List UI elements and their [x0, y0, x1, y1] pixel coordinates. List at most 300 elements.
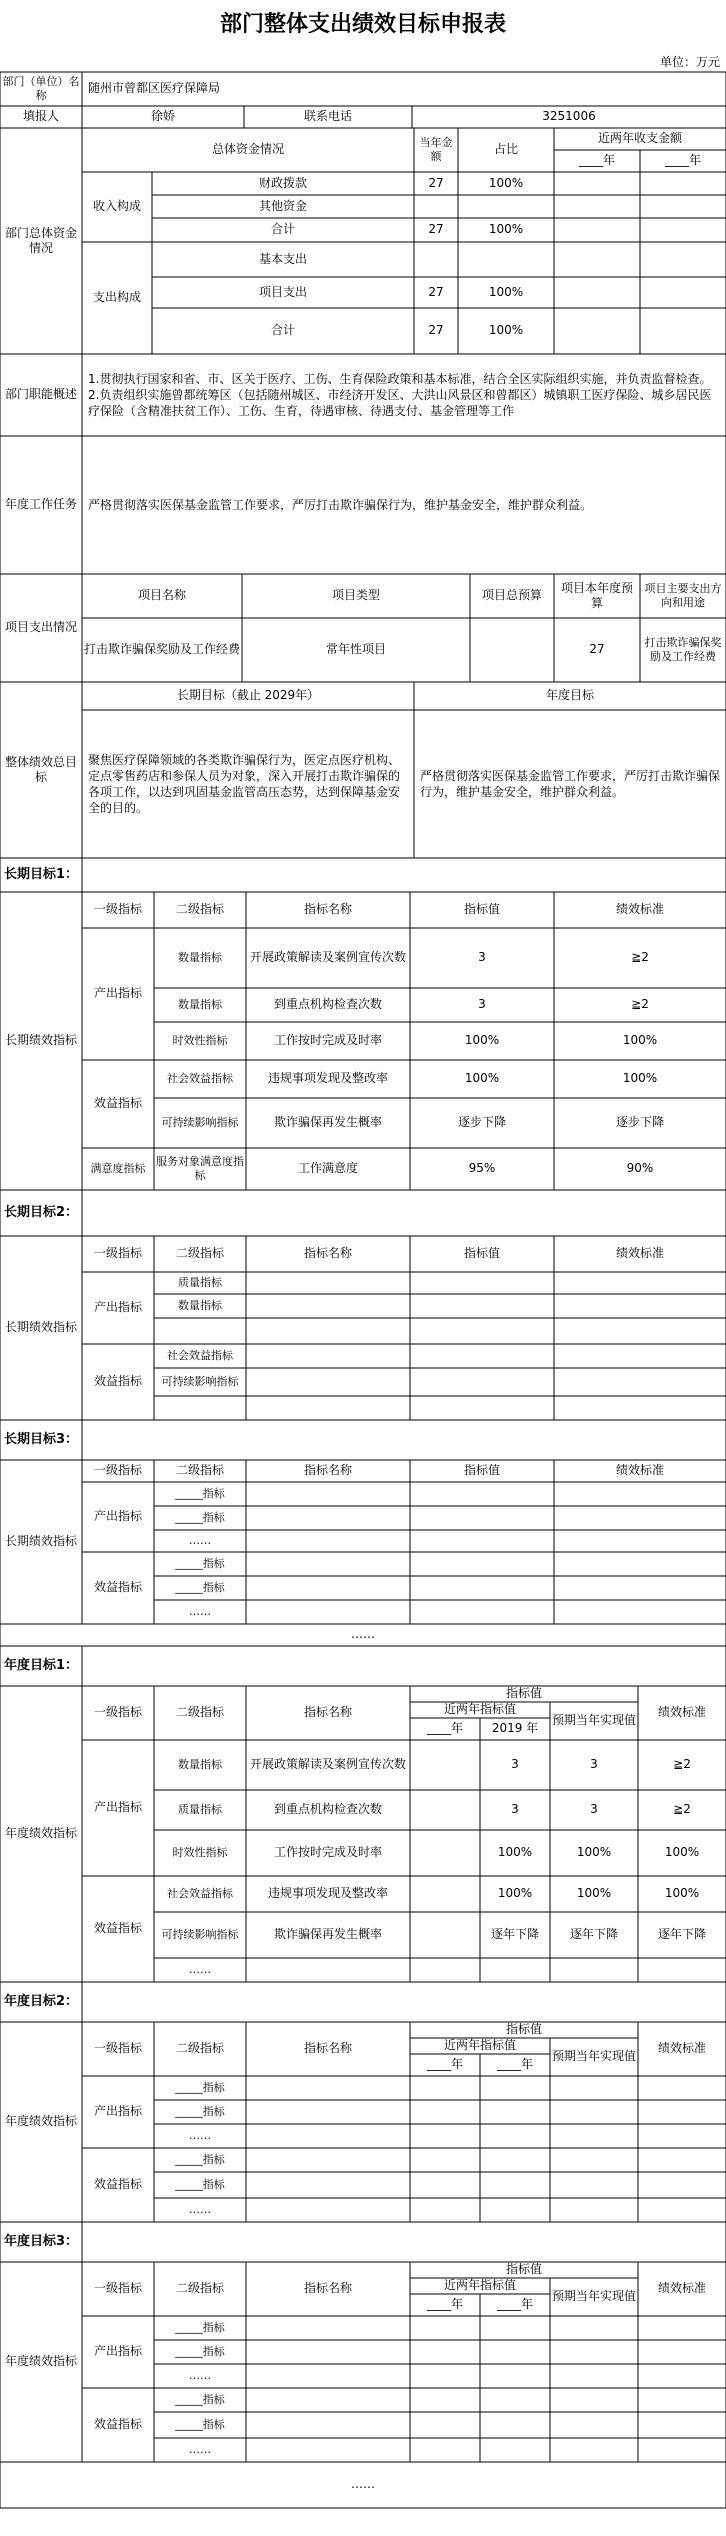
ytg3-row-y2: [480, 2412, 550, 2438]
project-budget-value: [470, 618, 554, 682]
ytg1-row-y2: 100%: [497, 1845, 533, 1860]
share-header: 占比: [493, 142, 518, 157]
ytg1-row-l2: 质量指标: [178, 1802, 222, 1816]
prev-year2-header: ____年: [664, 153, 701, 168]
ytg1-title-spacer: [82, 1646, 726, 1686]
ytg3-row-fc: [550, 2316, 638, 2340]
ytg3-row-name: [246, 2316, 410, 2340]
ytg1-benefit-label: 效益指标: [93, 1921, 142, 1936]
prev-years-header: 近两年收支金额: [597, 131, 682, 146]
ytg1-row-y2: 3: [511, 1802, 519, 1817]
annual-task-text: 严格贯彻落实医保基金监管工作要求，严厉打击欺诈骗保行为，维护基金安全，维护群众利益。: [88, 497, 593, 512]
ytg2-row-name: [246, 2076, 410, 2100]
project-name-header: 项目名称: [137, 588, 186, 603]
ltg3-row-value: [410, 1576, 554, 1600]
ltg1-h5: 绩效标准: [615, 902, 664, 917]
ltg3-row-l2: ……: [189, 1533, 211, 1547]
ltg1-row-value: 逐步下降: [457, 1115, 506, 1130]
ytg2-row-std: [638, 2172, 726, 2198]
fund-row-prev1: [554, 195, 640, 218]
ytg1-h1: 一级指标: [93, 1705, 142, 1720]
ytg2-row-y2: [480, 2076, 550, 2100]
funds-section-label: 部门总体资金情况: [4, 225, 77, 255]
fund-row-share: 100%: [488, 175, 524, 190]
duty-label: 部门职能概述: [4, 387, 77, 402]
ltg2-row-std: [554, 1344, 726, 1368]
ytg3-row-fc: [550, 2388, 638, 2412]
project-year-value: 27: [589, 642, 605, 657]
ltg2-row-l2: [154, 1318, 246, 1344]
ltg1-row-std: 90%: [626, 1161, 654, 1176]
ytg3-row-name: [246, 2438, 410, 2462]
ytg2-row-name: [246, 2198, 410, 2222]
ltg3-h1: 一级指标: [93, 1463, 142, 1478]
ltg3-row-std: [554, 1576, 726, 1600]
ltg2-row-l2: 可持续影响指标: [161, 1374, 239, 1388]
ltg2-row-name: [246, 1396, 410, 1420]
ytg2-row-fc: [550, 2100, 638, 2124]
ytg1-dots-l2: ……: [189, 1962, 211, 1976]
ltg3-row-value: [410, 1600, 554, 1624]
ltg1-row-l2: 时效性指标: [172, 1033, 228, 1047]
ltg3-row-std: [554, 1552, 726, 1576]
ytg2-row-std: [638, 2148, 726, 2172]
ytg3-row-std: [638, 2438, 726, 2462]
ltg1-benefit-label: 效益指标: [93, 1096, 142, 1111]
ytg3-row-std: [638, 2364, 726, 2388]
ytg2-row-y1: [410, 2076, 480, 2100]
ltg3-row-l2: _____指标: [175, 1510, 225, 1524]
ytg2-row-y1: [410, 2148, 480, 2172]
ltg1-row-l2: 可持续影响指标: [161, 1115, 239, 1129]
ltg1-row-value: 3: [478, 950, 486, 965]
ytg2-val-head: 指标值: [505, 2022, 542, 2037]
ytg3-row-y2: [480, 2388, 550, 2412]
fund-row-share: [458, 242, 554, 277]
ltg1-row-std: ≧2: [631, 950, 649, 965]
ytg1-row-l2: 数量指标: [178, 1757, 222, 1771]
project-type-value: 常年性项目: [325, 642, 386, 657]
ytg3-row-y2: [480, 2438, 550, 2462]
duty-line-2: 2.负责组织实施曾都统筹区（包括随州城区、市经济开发区、大洪山风景区和曾都区）城镇职工医疗保险、城乡居民医疗保险（含精准扶贫工作）、工伤、生育，待遇审核、待遇支付、基金管理等工作: [88, 387, 712, 419]
ytg3-row-l2: _____指标: [175, 2392, 225, 2406]
ytg3-row-l2: _____指标: [175, 2344, 225, 2358]
ltg2-h2: 二级指标: [175, 1246, 224, 1261]
ltg1-row-name: 工作按时完成及时率: [273, 1033, 382, 1048]
project-name-value: 打击欺诈骗保奖励及工作经费: [84, 642, 241, 657]
fund-row-amount: 27: [428, 284, 444, 299]
ytg3-val-head: 指标值: [505, 2262, 542, 2277]
ytg3-row-std: [638, 2316, 726, 2340]
ytg3-row-y1: [410, 2340, 480, 2364]
ltg1-title-spacer: [82, 858, 726, 892]
project-budget-header: 项目总预算: [481, 588, 542, 603]
ytg2-row-fc: [550, 2172, 638, 2198]
ytg2-row-y2: [480, 2148, 550, 2172]
ytg1-prev-head: 近两年指标值: [443, 1702, 516, 1717]
ltg3-h3: 指标名称: [303, 1463, 352, 1478]
ltg1-row-value: 95%: [468, 1161, 496, 1176]
ytg3-row-std: [638, 2412, 726, 2438]
ytg2-row-name: [246, 2172, 410, 2198]
ytg3-output-label: 产出指标: [93, 2344, 142, 2359]
ltg3-side-label: 长期绩效指标: [4, 1534, 77, 1549]
ytg1-side-label: 年度绩效指标: [4, 1826, 77, 1841]
ltg3-row-value: [410, 1506, 554, 1530]
fund-row-prev2: [640, 277, 726, 308]
ltg3-title: 长期目标3：: [4, 1431, 79, 1447]
ltg3-h5: 绩效标准: [615, 1463, 664, 1478]
ltg2-row-value: [410, 1396, 554, 1420]
ytg-dots-row: ……: [351, 2477, 375, 2492]
ytg1-row-forecast: 100%: [576, 1886, 612, 1901]
ytg1-row-std: ≧2: [673, 1802, 691, 1817]
ltg2-row-name: [246, 1318, 410, 1344]
ytg3-row-y1: [410, 2364, 480, 2388]
ltg1-h2: 二级指标: [175, 902, 224, 917]
ltg3-row-l2: _____指标: [175, 1556, 225, 1570]
ltg2-row-name: [246, 1368, 410, 1396]
ytg1-row-name: 工作按时完成及时率: [273, 1845, 382, 1860]
ytg2-row-l2: _____指标: [175, 2177, 225, 2191]
ytg1-row-forecast: 逐年下降: [569, 1927, 618, 1942]
ytg3-benefit-label: 效益指标: [93, 2417, 142, 2432]
overall-goal-label: 整体绩效总目标: [4, 754, 77, 784]
ytg1-row-y1: [410, 1740, 480, 1790]
ytg2-row-y2: [480, 2172, 550, 2198]
ytg3-row-l2: ……: [189, 2368, 211, 2382]
fund-row-prev1: [554, 242, 640, 277]
ytg1-dots-y1: [410, 1958, 480, 1982]
ytg2-row-l2: ……: [189, 2202, 211, 2216]
fund-row-amount: 27: [428, 222, 444, 237]
ytg1-dots-name: [246, 1958, 410, 1982]
ytg3-row-y1: [410, 2388, 480, 2412]
ytg3-row-name: [246, 2412, 410, 2438]
fund-row-share: 100%: [488, 222, 524, 237]
ltg2-row-std: [554, 1272, 726, 1294]
ytg2-h1: 一级指标: [93, 2041, 142, 2056]
filler-label: 填报人: [22, 109, 59, 124]
fund-row-prev1: [554, 218, 640, 242]
ytg2-row-l2: _____指标: [175, 2152, 225, 2166]
ytg1-title: 年度目标1：: [4, 1657, 79, 1673]
ytg3-prev-head: 近两年指标值: [443, 2278, 516, 2293]
year-goal-text: 严格贯彻落实医保基金监管工作要求，严厉打击欺诈骗保行为，维护基金安全，维护群众利益。: [420, 768, 721, 799]
fund-row-name: 财政拨款: [258, 175, 307, 190]
ytg3-h1: 一级指标: [93, 2281, 142, 2296]
ytg3-prev-y1: ____年: [426, 2297, 463, 2312]
ytg1-row-y1: [410, 1912, 480, 1958]
fund-row-name: 其他资金: [258, 198, 307, 213]
ltg2-side-label: 长期绩效指标: [4, 1320, 77, 1335]
ytg1-row-name: 违规事项发现及整改率: [267, 1886, 388, 1901]
fund-row-share: 100%: [488, 284, 524, 299]
ytg3-row-name: [246, 2388, 410, 2412]
ltg1-row-std: 逐步下降: [615, 1115, 664, 1130]
ytg3-row-std: [638, 2340, 726, 2364]
ytg3-forecast-head: 预期当年实现值: [552, 2289, 637, 2304]
project-year-header: 项目本年度预算: [560, 580, 633, 610]
ytg2-title: 年度目标2：: [4, 1993, 79, 2009]
form-title: 部门整体支出绩效目标申报表: [219, 12, 506, 37]
ltg1-row-std: 100%: [622, 1033, 658, 1048]
ltg3-benefit-label: 效益指标: [93, 1580, 142, 1595]
ltg-dots-row: ……: [351, 1627, 375, 1642]
ytg2-h3: 指标名称: [303, 2041, 352, 2056]
fund-row-name: 基本支出: [258, 251, 307, 266]
ltg1-row-value: 3: [478, 997, 486, 1012]
ltg2-output-label: 产出指标: [93, 1300, 142, 1315]
ltg1-row-value: 100%: [464, 1071, 500, 1086]
ytg2-row-fc: [550, 2124, 638, 2148]
ytg2-row-l2: ……: [189, 2128, 211, 2142]
ltg3-row-name: [246, 1552, 410, 1576]
ltg3-row-std: [554, 1530, 726, 1552]
ltg2-row-std: [554, 1368, 726, 1396]
ytg2-h2: 二级指标: [175, 2041, 224, 2056]
ltg2-title: 长期目标2：: [4, 1204, 79, 1220]
ltg3-row-name: [246, 1506, 410, 1530]
ltg1-title: 长期目标1：: [4, 866, 79, 882]
dept-name-label: 部门（单位）名称: [2, 74, 80, 102]
ytg1-row-y1: [410, 1876, 480, 1912]
project-purpose-header: 项目主要支出方向和用途: [644, 581, 722, 609]
ltg1-row-l2: 社会效益指标: [167, 1071, 233, 1085]
ltg2-row-value: [410, 1318, 554, 1344]
ytg2-side-label: 年度绩效指标: [4, 2114, 77, 2129]
ytg1-row-y1: [410, 1830, 480, 1876]
ltg2-h5: 绩效标准: [615, 1246, 664, 1261]
ytg3-row-y2: [480, 2316, 550, 2340]
ytg1-dots-std: [638, 1958, 726, 1982]
ltg3-row-std: [554, 1506, 726, 1530]
ytg1-row-name: 到重点机构检查次数: [273, 1802, 382, 1817]
ltg1-row-name: 工作满意度: [297, 1161, 358, 1176]
ltg2-title-spacer: [82, 1190, 726, 1236]
fund-row-amount: [414, 242, 458, 277]
ltg2-row-name: [246, 1294, 410, 1318]
ytg3-std-head: 绩效标准: [657, 2281, 706, 2296]
ltg3-row-l2: _____指标: [175, 1580, 225, 1594]
ytg2-prev-head: 近两年指标值: [443, 2038, 516, 2053]
ltg3-row-value: [410, 1530, 554, 1552]
ytg2-row-std: [638, 2100, 726, 2124]
prev-year1-header: ____年: [578, 153, 615, 168]
ytg3-row-fc: [550, 2364, 638, 2388]
ytg2-row-y1: [410, 2124, 480, 2148]
ltg3-title-spacer: [82, 1420, 726, 1460]
phone-value: 3251006: [542, 109, 596, 124]
ltg1-row-l2: 数量指标: [178, 950, 222, 964]
ltg3-row-l2: _____指标: [175, 1486, 225, 1500]
ltg1-row-std: 100%: [622, 1071, 658, 1086]
ytg3-h3: 指标名称: [303, 2281, 352, 2296]
ltg1-h3: 指标名称: [303, 902, 352, 917]
ytg3-side-label: 年度绩效指标: [4, 2354, 77, 2369]
ytg1-row-std: ≧2: [673, 1757, 691, 1772]
ytg1-row-y2: 100%: [497, 1886, 533, 1901]
ytg2-row-fc: [550, 2198, 638, 2222]
ytg3-prev-y2: ____年: [496, 2297, 533, 2312]
ytg1-row-forecast: 3: [590, 1757, 598, 1772]
ytg1-row-l2: 社会效益指标: [167, 1886, 233, 1900]
fund-row-prev2: [640, 308, 726, 354]
fund-row-prev2: [640, 218, 726, 242]
fund-row-name: 项目支出: [258, 284, 307, 299]
ytg2-row-fc: [550, 2076, 638, 2100]
ltg3-output-label: 产出指标: [93, 1509, 142, 1524]
ltg2-row-name: [246, 1344, 410, 1368]
ltg1-side-label: 长期绩效指标: [4, 1033, 77, 1048]
ltg2-row-l2: 质量指标: [178, 1275, 222, 1289]
ltg2-row-value: [410, 1368, 554, 1396]
ytg2-row-std: [638, 2124, 726, 2148]
ytg1-row-l2: 时效性指标: [172, 1845, 228, 1859]
ytg3-row-l2: ……: [189, 2442, 211, 2456]
long-goal-header: 长期目标（截止 2029年）: [176, 688, 320, 703]
fund-row-prev2: [640, 195, 726, 218]
ytg1-row-y2: 3: [511, 1757, 519, 1772]
ltg1-row-name: 到重点机构检查次数: [273, 997, 382, 1012]
fund-row-prev1: [554, 172, 640, 195]
fund-row-prev2: [640, 172, 726, 195]
year-goal-header: 年度目标: [545, 688, 594, 703]
duty-text: [82, 354, 726, 436]
ytg2-prev-y2: ____年: [496, 2057, 533, 2072]
ytg2-row-y2: [480, 2124, 550, 2148]
ytg1-row-name: 开展政策解读及案例宣传次数: [249, 1757, 406, 1772]
ytg2-title-spacer: [82, 1982, 726, 2022]
project-purpose-value: 打击欺诈骗保奖励及工作经费: [644, 635, 722, 663]
ltg1-row-name: 违规事项发现及整改率: [267, 1071, 388, 1086]
ytg1-row-std: 100%: [664, 1886, 700, 1901]
ltg3-row-name: [246, 1482, 410, 1506]
ytg1-h3: 指标名称: [303, 1705, 352, 1720]
ytg1-val-head: 指标值: [505, 1686, 542, 1701]
ltg2-row-std: [554, 1294, 726, 1318]
ltg1-h4: 指标值: [463, 902, 500, 917]
ltg1-row-name: 欺诈骗保再发生概率: [273, 1115, 382, 1130]
ltg1-row-name: 开展政策解读及案例宣传次数: [249, 950, 406, 965]
ytg1-row-l2: 可持续影响指标: [161, 1927, 239, 1941]
ytg2-row-y1: [410, 2172, 480, 2198]
fund-row-name: 合计: [270, 323, 295, 338]
ytg2-row-name: [246, 2100, 410, 2124]
fund-row-prev1: [554, 277, 640, 308]
ytg3-row-y2: [480, 2340, 550, 2364]
ltg2-benefit-label: 效益指标: [93, 1374, 142, 1389]
income-label: 收入构成: [92, 199, 141, 214]
ytg1-forecast-head: 预期当年实现值: [552, 1713, 637, 1728]
ytg1-row-forecast: 3: [590, 1802, 598, 1817]
ytg1-std-head: 绩效标准: [657, 1705, 706, 1720]
ytg2-row-std: [638, 2198, 726, 2222]
ytg3-row-fc: [550, 2340, 638, 2364]
project-label: 项目支出情况: [4, 620, 77, 635]
ytg1-row-forecast: 100%: [576, 1845, 612, 1860]
ytg1-prev-y2: 2019 年: [491, 1721, 539, 1736]
ytg3-row-y1: [410, 2316, 480, 2340]
ytg2-row-l2: _____指标: [175, 2104, 225, 2118]
annual-task-label: 年度工作任务: [4, 497, 77, 512]
ytg2-row-l2: _____指标: [175, 2080, 225, 2094]
ltg1-row-value: 100%: [464, 1033, 500, 1048]
ytg2-row-y1: [410, 2100, 480, 2124]
fund-row-amount: 27: [428, 323, 444, 338]
expense-label: 支出构成: [92, 290, 141, 305]
ltg2-row-std: [554, 1318, 726, 1344]
ltg1-satisfaction-label: 满意度指标: [90, 1161, 146, 1175]
ytg1-dots-fc: [550, 1958, 638, 1982]
ltg3-row-name: [246, 1600, 410, 1624]
ytg3-title-spacer: [82, 2222, 726, 2262]
ytg1-dots-y2: [480, 1958, 550, 1982]
fund-row-prev2: [640, 242, 726, 277]
ytg3-row-l2: _____指标: [175, 2320, 225, 2334]
ytg3-row-name: [246, 2364, 410, 2388]
ltg2-row-l2: [154, 1396, 246, 1420]
ltg3-row-l2: ……: [189, 1604, 211, 1618]
ytg2-output-label: 产出指标: [93, 2104, 142, 2119]
ltg3-row-value: [410, 1552, 554, 1576]
fund-row-name: 合计: [270, 222, 295, 237]
overall-funds-header: 总体资金情况: [211, 142, 284, 157]
dept-name-value: 随州市曾都区医疗保障局: [88, 81, 221, 96]
ytg2-row-name: [246, 2124, 410, 2148]
ltg2-row-value: [410, 1294, 554, 1318]
ytg2-row-y2: [480, 2100, 550, 2124]
ltg2-h4: 指标值: [463, 1246, 500, 1261]
unit-label: 单位：万元: [659, 55, 720, 69]
project-type-header: 项目类型: [331, 588, 380, 603]
ytg2-row-name: [246, 2148, 410, 2172]
ytg2-benefit-label: 效益指标: [93, 2177, 142, 2192]
fund-row-share: 100%: [488, 323, 524, 338]
ytg1-output-label: 产出指标: [93, 1800, 142, 1815]
ytg1-prev-y1: ____年: [426, 1721, 463, 1736]
ltg2-row-l2: 数量指标: [178, 1298, 222, 1312]
ytg1-row-y2: 逐年下降: [490, 1927, 539, 1942]
ytg2-row-fc: [550, 2148, 638, 2172]
ytg3-row-l2: _____指标: [175, 2417, 225, 2431]
ytg1-row-std: 逐年下降: [657, 1927, 706, 1942]
ytg2-row-y2: [480, 2198, 550, 2222]
ltg1-row-l2: 数量指标: [178, 997, 222, 1011]
ltg2-row-value: [410, 1272, 554, 1294]
fund-row-share: [458, 195, 554, 218]
ltg3-row-name: [246, 1530, 410, 1552]
filler-value: 徐娇: [150, 109, 175, 124]
ltg3-row-name: [246, 1576, 410, 1600]
ytg3-row-fc: [550, 2412, 638, 2438]
ltg2-row-value: [410, 1344, 554, 1368]
ltg3-h2: 二级指标: [175, 1463, 224, 1478]
ytg3-row-y2: [480, 2364, 550, 2388]
ytg3-row-y1: [410, 2412, 480, 2438]
ytg3-row-std: [638, 2388, 726, 2412]
ytg1-row-y1: [410, 1790, 480, 1830]
phone-label: 联系电话: [303, 109, 352, 124]
ytg3-row-name: [246, 2340, 410, 2364]
duty-line-1: 1.贯彻执行国家和省、市、区关于医疗、工伤、生育保险政策和基本标准，结合全区实际组织实施，并负责监督检查。: [88, 371, 712, 386]
ytg3-row-y1: [410, 2438, 480, 2462]
ltg3-row-std: [554, 1482, 726, 1506]
ltg1-h1: 一级指标: [93, 902, 142, 917]
ltg3-row-std: [554, 1600, 726, 1624]
ltg2-h3: 指标名称: [303, 1246, 352, 1261]
ltg2-row-l2: 社会效益指标: [167, 1348, 233, 1362]
